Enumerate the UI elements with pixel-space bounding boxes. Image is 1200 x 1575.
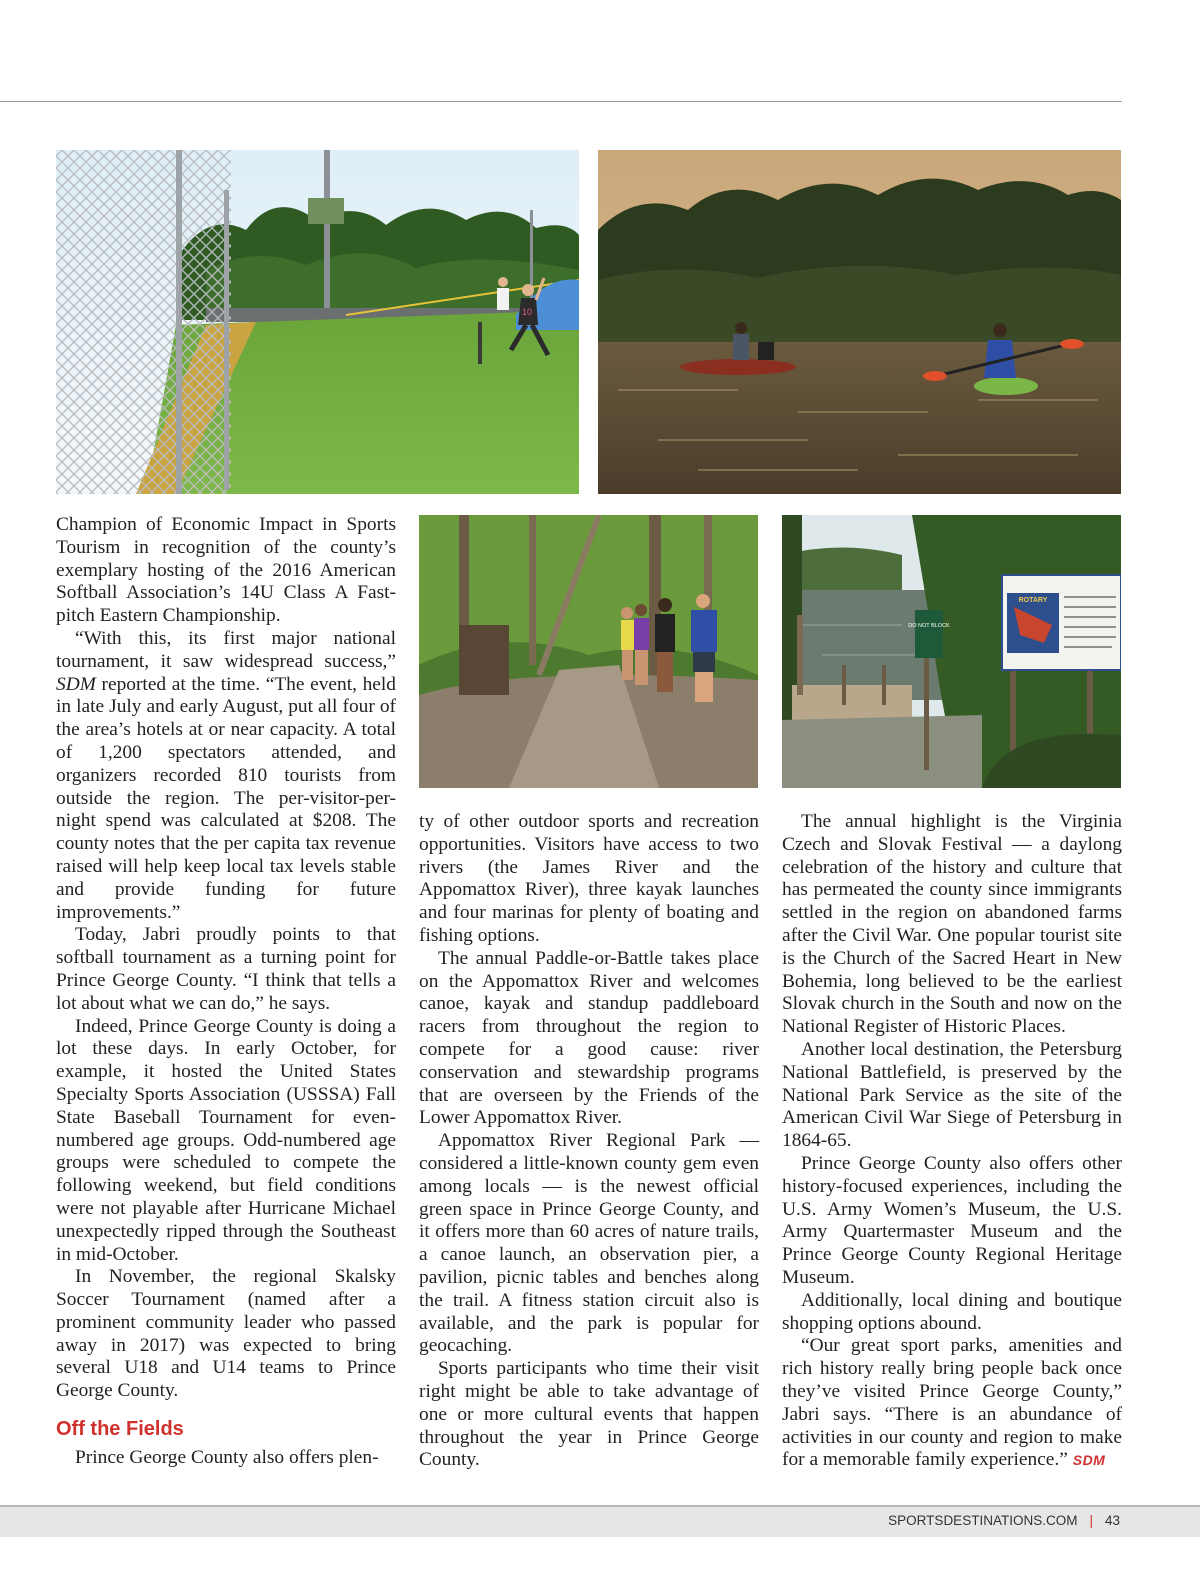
trail-photo [419, 515, 758, 788]
paragraph: The annual highlight is the Virginia Czech and Slovak Festival — a daylong celebration of the history and culture that has permeated the county since immigrants settled in the region on abandoned farms after the Civil War. One popular tourist site is the Church of the Sacred Heart in New Bohemia, long believed to be the earliest Slovak church in the South and now on the National Register of Historic Places. [782, 811, 1122, 1038]
footer-separator: | [1089, 1513, 1093, 1528]
paragraph: Sports participants who time their visit right might be able to take advantage of one or more cultural events that happen throughout the year in Prince George County. [419, 1358, 759, 1471]
kayak-photo [598, 150, 1121, 494]
footer [888, 1510, 1120, 1532]
quote-end: reported at the time. “The event, held in late July and early August, put all four of the area’s hotels at or near capacity. A total of 1,200 spectators attended, and organizers recorded 810 tourists from outside the region. The per-visitor-per-night spend was calculated at $208. The county notes that the per capita tax revenue raised will help keep local tax levels stable and provide funding for future improvements.” [56, 673, 396, 923]
article-column-1 [56, 514, 396, 1470]
publication-name: SDM [56, 673, 96, 695]
closing-quote: “Our great sport parks, amenities and rich history really bring people back once they’ve visited Prince George County,” Jabri says. “There is an abundance of activities in our county and region to make for a memorable family experience.” [782, 1335, 1122, 1471]
paragraph: Additionally, local dining and boutique shopping options abound. [782, 1289, 1122, 1334]
article-column-2 [419, 811, 759, 1472]
paragraph: Champion of Economic Impact in Sports Tourism in recognition of the county’s exemplary hosting of the 2016 American Softball Association’s 14U Class A Fast-pitch Eastern Championship. [56, 514, 396, 627]
article-column-3 [782, 811, 1122, 1472]
footer-site-link[interactable]: SPORTSDESTINATIONS.COM [888, 1513, 1078, 1528]
paragraph: Prince George County also offers plen- [75, 1447, 379, 1469]
page-number: 43 [1104, 1513, 1120, 1528]
paragraph: Prince George County also offers other history-focused experiences, including the U.S. Army Women’s Museum, the U.S. Army Quartermaster Museum and the Prince George County Regional Heritage Museum. [782, 1152, 1122, 1288]
paragraph: ty of other outdoor sports and recreation opportunities. Visitors have access to two rivers (the James River and the Appomattox River), three kayak launches and four marinas for plenty of boating and fishing options. [419, 811, 759, 946]
jersey-number: 10 [522, 307, 533, 317]
paragraph [56, 628, 396, 924]
sdm-end-mark: SDM [1072, 1452, 1106, 1469]
paragraph: Indeed, Prince George County is doing a lot these days. In early October, for example, it hosted the United States Specialty Sports Association (USSSA) Fall State Baseball Tournament for even-numbered age groups. Odd-numbered age groups were scheduled to compete the following weekend, but field conditions were not playable after Hurricane Michael unexpectedly ripped through the Southeast in mid-October. [56, 1015, 396, 1265]
softball-photo [56, 150, 579, 494]
paragraph [782, 1335, 1122, 1472]
paragraph: In November, the regional Skalsky Soccer Tournament (named after a prominent community leader who passed away in 2017) was expected to bring several U18 and U14 teams to Prince George County. [56, 1266, 396, 1402]
section-subhead: Off the Fields [56, 1418, 184, 1441]
do-not-block-sign: DO NOT BLOCK [908, 623, 950, 629]
paragraph: Appomattox River Regional Park — considered a little-known county gem even among locals — is the newest official green space in Prince George County, and it offers more than 60 acres of nature trails, a canoe launch, an observation pier, a pavilion, picnic tables and benches along the trail. A fitness station circuit also is available, and the park is popular for geocaching. [419, 1130, 759, 1357]
paragraph: Today, Jabri proudly points to that softball tournament as a turning point for Prince George County. “I think that tells a lot about what we can do,” he says. [56, 924, 396, 1014]
rotary-sign: ROTARY [1018, 597, 1048, 604]
paragraph: The annual Paddle-or-Battle takes place on the Appomattox River and welcomes canoe, kayak and standup paddleboard racers from throughout the region to compete for a good cause: river conservation and stewardship programs that are overseen by the Friends of the Lower Appomattox River. [419, 947, 759, 1129]
quote-start: “With this, its first major national tournament, it saw widespread success,” [56, 627, 396, 672]
paragraph: Another local destination, the Petersburg National Battlefield, is preserved by the National Park Service as the site of the American Civil War Siege of Petersburg in 1864-65. [782, 1038, 1122, 1152]
pier-photo [782, 515, 1121, 788]
top-rule [0, 101, 1122, 102]
